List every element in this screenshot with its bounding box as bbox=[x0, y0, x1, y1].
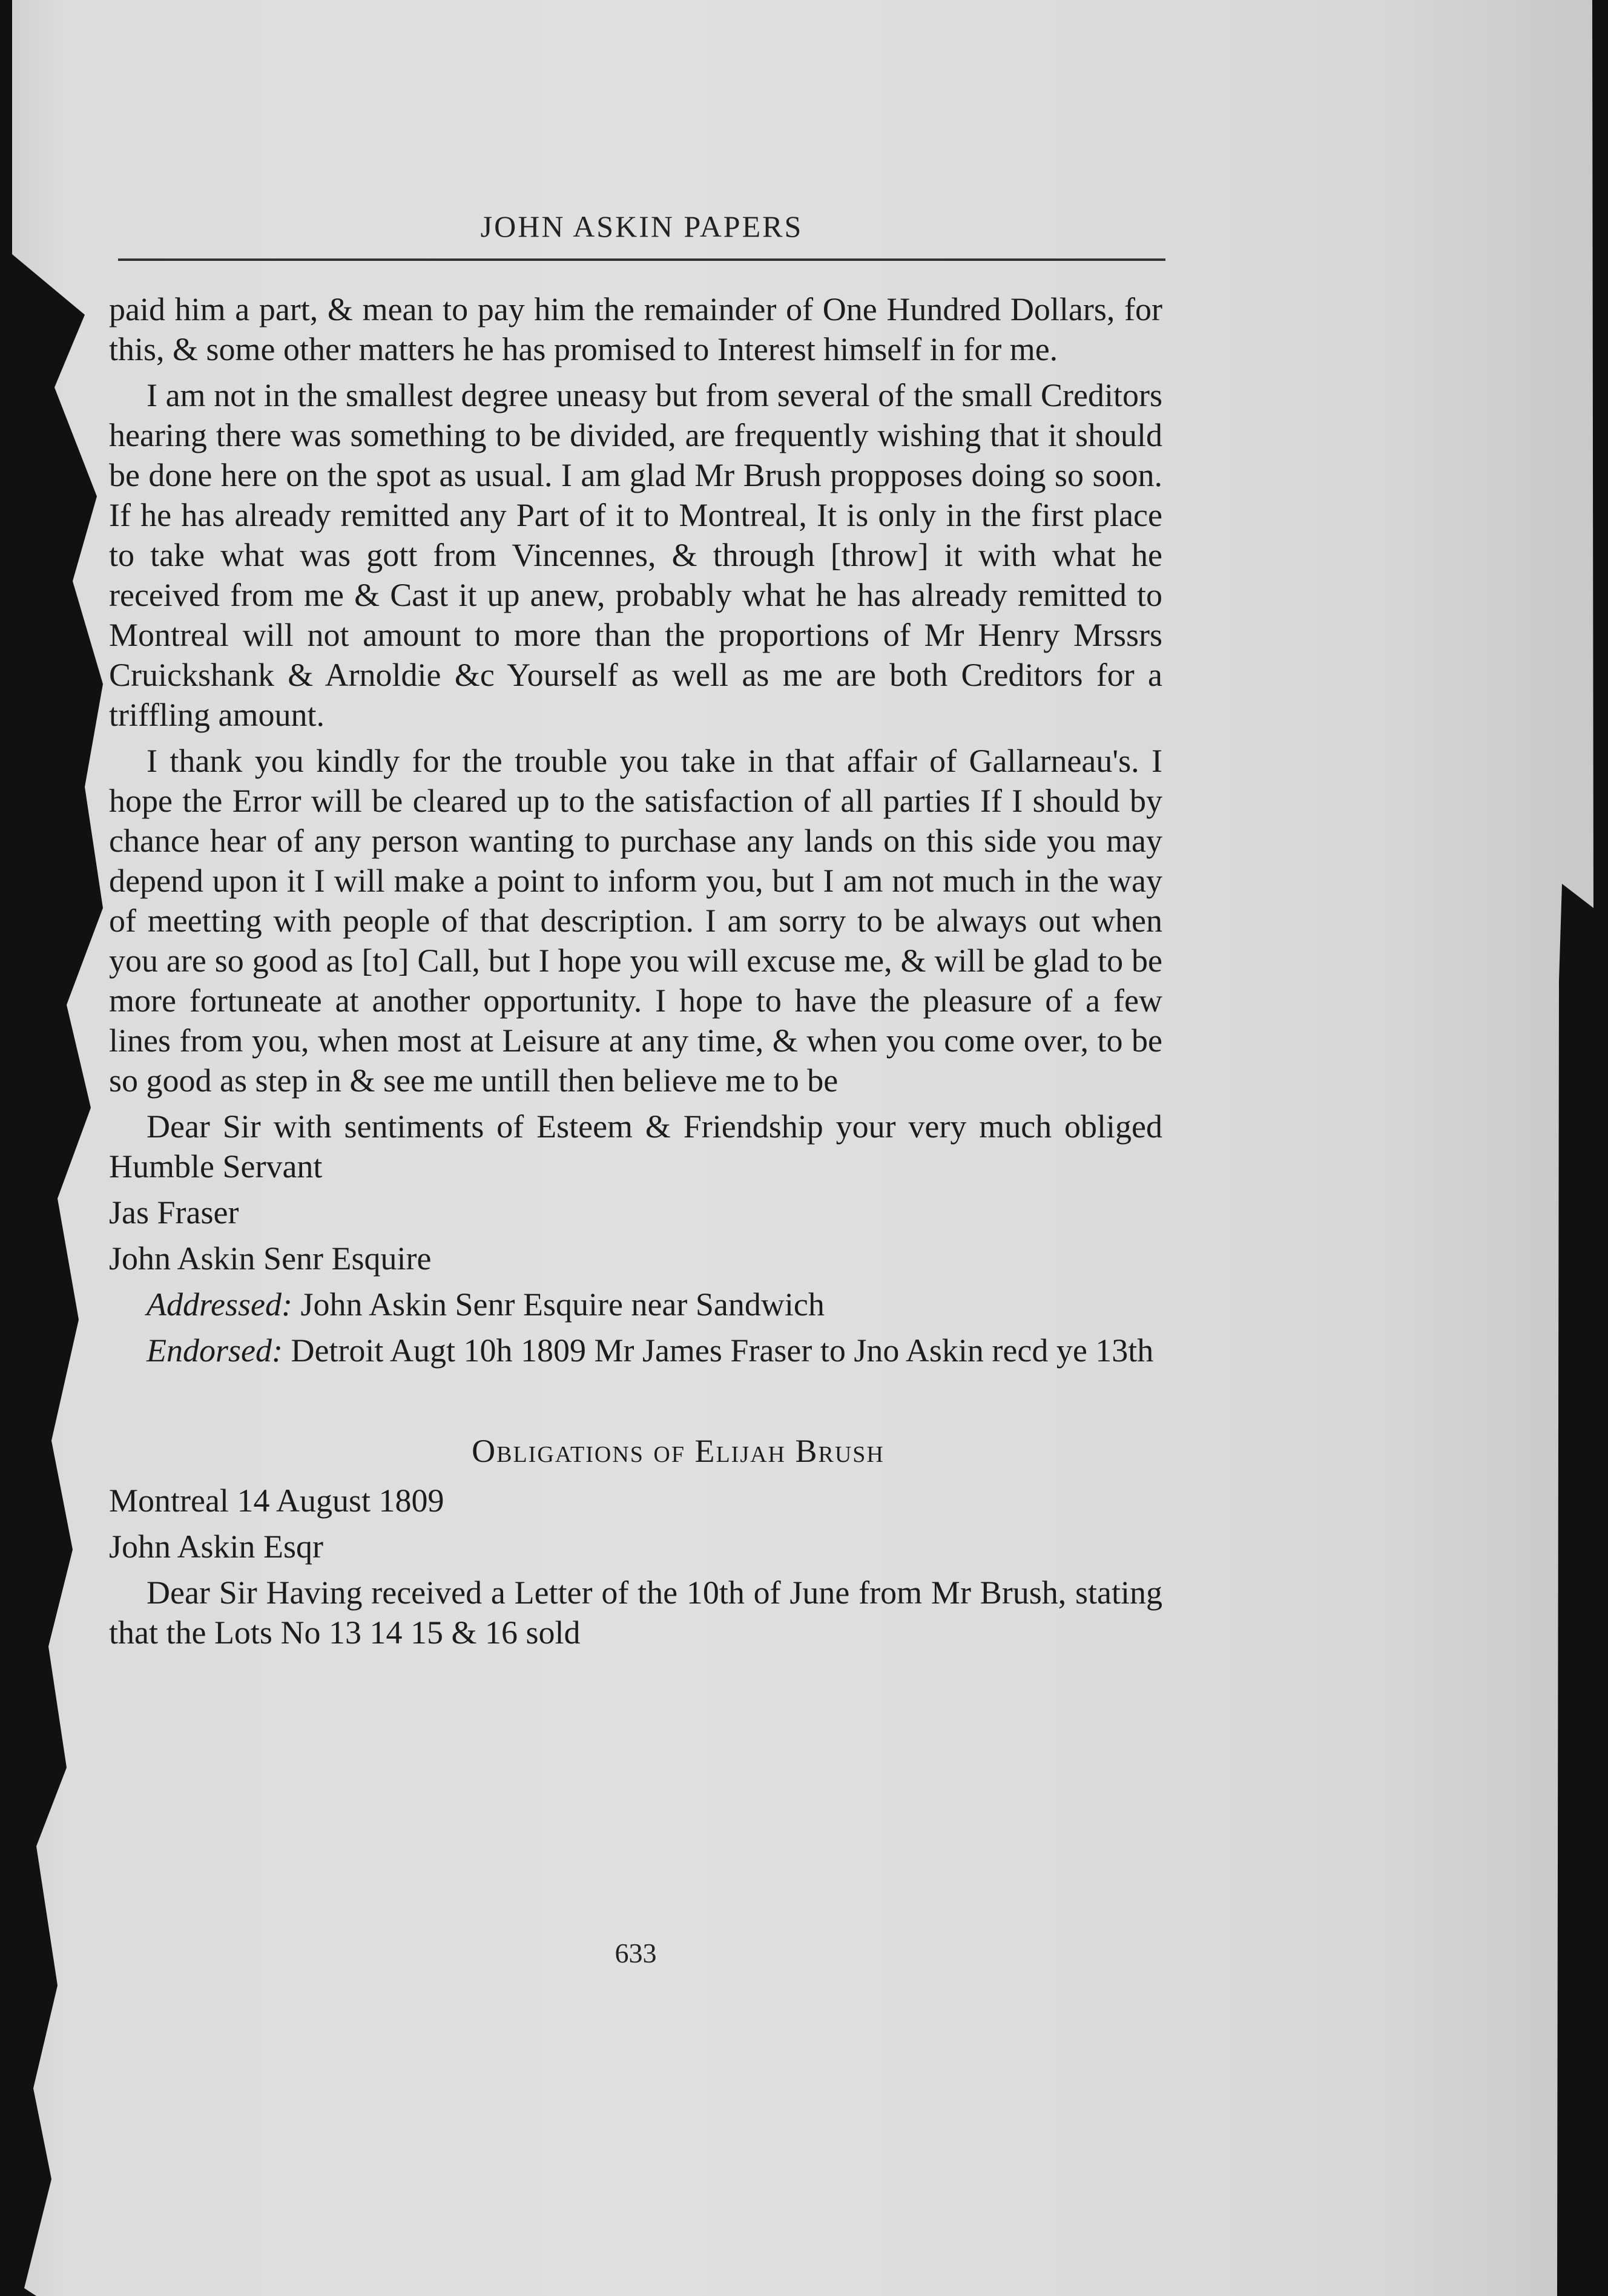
endorsed-text: Detroit Augt 10h 1809 Mr James Fraser to Jno Askin recd ye 13th bbox=[291, 1332, 1154, 1369]
letter1-paragraph-1: paid him a part, & mean to pay him the remainder of One Hundred Dollars, for this, & some other matters he has promised to Interest himself in for me. bbox=[109, 291, 1162, 367]
page-number: 633 bbox=[615, 1938, 657, 1969]
letter1-addressee: John Askin Senr Esquire bbox=[109, 1240, 432, 1277]
letter2-opening: Dear Sir Having received a Letter of the 10th of June from Mr Brush, stating that the Lots No 13 14 15 & 16 sold bbox=[109, 1574, 1162, 1651]
letter1-signature: Jas Fraser bbox=[109, 1194, 239, 1231]
header-rule bbox=[118, 258, 1165, 261]
running-header: JOHN ASKIN PAPERS bbox=[480, 209, 803, 243]
endorsed-note bbox=[109, 1331, 1162, 1370]
letter1-closing: Dear Sir with sentiments of Esteem & Friendship your very much obliged Humble Servant bbox=[109, 1108, 1162, 1185]
letter1-paragraph-2: I am not in the smallest degree uneasy but from several of the small Creditors hearing there was something to be divided, are frequently wishing that it should be done here on the spot as usual. I am glad Mr Brush propposes doing so soon. If he has already remitted any Part of it to Montreal, It is only in the first place to take what was gott from Vincennes, & through [throw] it with what he received from me & Cast it up anew, probably what he has already remitted to Montreal will not amount to more than the proportions of Mr Henry Mrssrs Cruickshank & Arnoldie &c Yourself as well as me are both Creditors for a triffling amount. bbox=[109, 377, 1162, 733]
letter2-dateline: Montreal 14 August 1809 bbox=[109, 1482, 444, 1519]
addressed-label: Addressed: bbox=[147, 1286, 292, 1323]
section-title: Obligations of Elijah Brush bbox=[472, 1433, 885, 1469]
endorsed-label: Endorsed: bbox=[147, 1332, 283, 1369]
addressed-text: John Askin Senr Esquire near Sandwich bbox=[300, 1286, 825, 1323]
addressed-note bbox=[109, 1285, 1162, 1324]
letter2-addressee: John Askin Esqr bbox=[109, 1528, 324, 1565]
page-body bbox=[109, 289, 1162, 1659]
letter1-paragraph-3: I thank you kindly for the trouble you take in that affair of Gallarneau's. I hope the Error will be cleared up to the satisfaction of all parties If I should by chance hear of any person wanting to purchase any lands on this side you may depend upon it I will make a point to inform you, but I am not much in the way of meetting with people of that description. I am sorry to be always out when you are so good as [to] Call, but I hope you will excuse me, & will be glad to be more fortuneate at another opportunity. I hope to have the pleasure of a few lines from you, when most at Leisure at any time, & when you come over, to be so good as step in & see me untill then believe me to be bbox=[109, 743, 1162, 1099]
